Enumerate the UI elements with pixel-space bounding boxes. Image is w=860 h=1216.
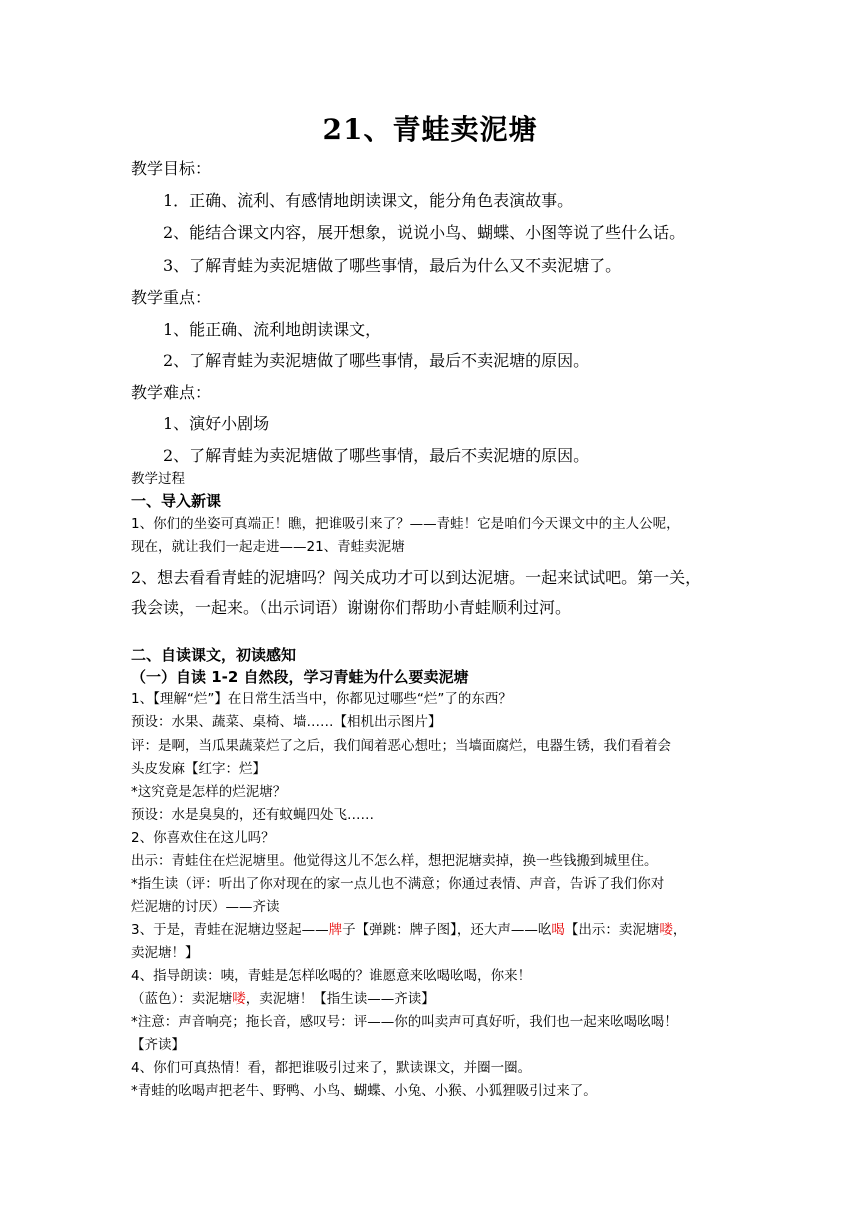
paragraph-line: *注意：声音响亮；拖长音，感叹号：评——你的叫卖声可真好听，我们也一起来吆喝吆喝！ bbox=[131, 1014, 678, 1030]
text-run: （蓝色）：卖泥塘 bbox=[131, 991, 233, 1007]
paragraph-line bbox=[131, 990, 435, 1008]
paragraph-line: 评：是啊，当瓜果蔬菜烂了之后，我们闻着恶心想吐；当墙面腐烂，电器生锈，我们看着会 bbox=[131, 738, 671, 754]
paragraph-line: 预设：水果、蔬菜、桌椅、墙……【相机出示图片】 bbox=[131, 714, 442, 730]
difficulty-item: 2、了解青蛙为卖泥塘做了哪些事情，最后不卖泥塘的原因。 bbox=[163, 446, 590, 465]
difficulty-item: 1、演好小剧场 bbox=[163, 414, 270, 433]
paragraph-line: 1、【理解“烂”】在日常生活当中，你都见过哪些“烂”了的东西？ bbox=[131, 691, 512, 707]
goal-item: 1．正确、流利、有感情地朗读课文，能分角色表演故事。 bbox=[163, 191, 574, 210]
paragraph-line: *青蛙的吆喝声把老牛、野鸭、小鸟、蝴蝶、小兔、小猴、小狐狸吸引过来了。 bbox=[131, 1083, 597, 1099]
key-item: 2、了解青蛙为卖泥塘做了哪些事情，最后不卖泥塘的原因。 bbox=[163, 351, 590, 370]
subsection-heading: （一）自读 1-2 自然段，学习青蛙为什么要卖泥塘 bbox=[131, 668, 469, 686]
paragraph-line: 出示：青蛙住在烂泥塘里。他觉得这儿不怎么样，想把泥塘卖掉，换一些钱搬到城里住。 bbox=[131, 853, 658, 869]
paragraph-line bbox=[131, 921, 686, 939]
section-heading: 二、自读课文，初读感知 bbox=[131, 646, 297, 664]
section-heading: 一、导入新课 bbox=[131, 492, 222, 510]
paragraph-line: 1、你们的坐姿可真端正！瞧，把谁吸引来了？——青蛙！它是咱们今天课文中的主人公呢， bbox=[131, 516, 680, 532]
paragraph-line: 烂泥塘的讨厌）——齐读 bbox=[131, 899, 280, 915]
red-highlight: 喝 bbox=[551, 922, 565, 938]
red-highlight: 牌 bbox=[328, 922, 343, 938]
paragraph-line: 【齐读】 bbox=[131, 1037, 185, 1053]
goals-heading: 教学目标： bbox=[131, 159, 212, 178]
paragraph-line: 头皮发麻【红字：烂】 bbox=[131, 761, 266, 777]
paragraph-line: 2、想去看看青蛙的泥塘吗？闯关成功才可以到达泥塘。一起来试试吧。第一关， bbox=[131, 568, 702, 587]
text-run: ，卖泥塘！【指生读——齐读】 bbox=[245, 991, 435, 1007]
key-heading: 教学重点： bbox=[131, 288, 212, 307]
paragraph-line: 预设：水是臭臭的，还有蚊蝇四处飞…… bbox=[131, 807, 374, 823]
paragraph-line: 4、指导朗读：咦，青蛙是怎样吆喝的？谁愿意来吆喝吆喝，你来！ bbox=[131, 968, 532, 984]
paragraph-line: 4、你们可真热情！看，都把谁吸引过来了，默读课文，并圈一圈。 bbox=[131, 1060, 532, 1076]
paragraph-line: *这究竟是怎样的烂泥塘？ bbox=[131, 784, 287, 800]
text-run: 3、于是，青蛙在泥塘边竖起—— bbox=[131, 922, 329, 938]
paragraph-line: 现在，就让我们一起走进——21、青蛙卖泥塘 bbox=[131, 539, 405, 555]
text-run: 子【弹跳：牌子图】，还大声——吆 bbox=[342, 922, 552, 938]
difficulty-heading: 教学难点： bbox=[131, 383, 212, 402]
text-run: 【出示：卖泥塘 bbox=[564, 922, 660, 938]
paragraph-line: 我会读，一起来。（出示词语）谢谢你们帮助小青蛙顺利过河。 bbox=[131, 598, 572, 617]
red-highlight: 喽 bbox=[232, 991, 246, 1007]
document-title: 21、青蛙卖泥塘 bbox=[322, 113, 538, 146]
red-highlight: 喽 bbox=[659, 922, 673, 938]
text-run: ， bbox=[672, 922, 687, 938]
goal-item: 2、能结合课文内容，展开想象，说说小鸟、蝴蝶、小图等说了些什么话。 bbox=[163, 223, 686, 242]
goal-item: 3、了解青蛙为卖泥塘做了哪些事情，最后为什么又不卖泥塘了。 bbox=[163, 256, 622, 275]
paragraph-line: 2、你喜欢住在这儿吗？ bbox=[131, 830, 275, 846]
process-heading: 教学过程 bbox=[131, 471, 185, 487]
key-item: 1、能正确、流利地朗读课文， bbox=[163, 320, 382, 339]
paragraph-line: 卖泥塘！】 bbox=[131, 945, 199, 961]
paragraph-line: *指生读（评：听出了你对现在的家一点儿也不满意；你通过表情、声音，告诉了我们你对 bbox=[131, 876, 665, 892]
